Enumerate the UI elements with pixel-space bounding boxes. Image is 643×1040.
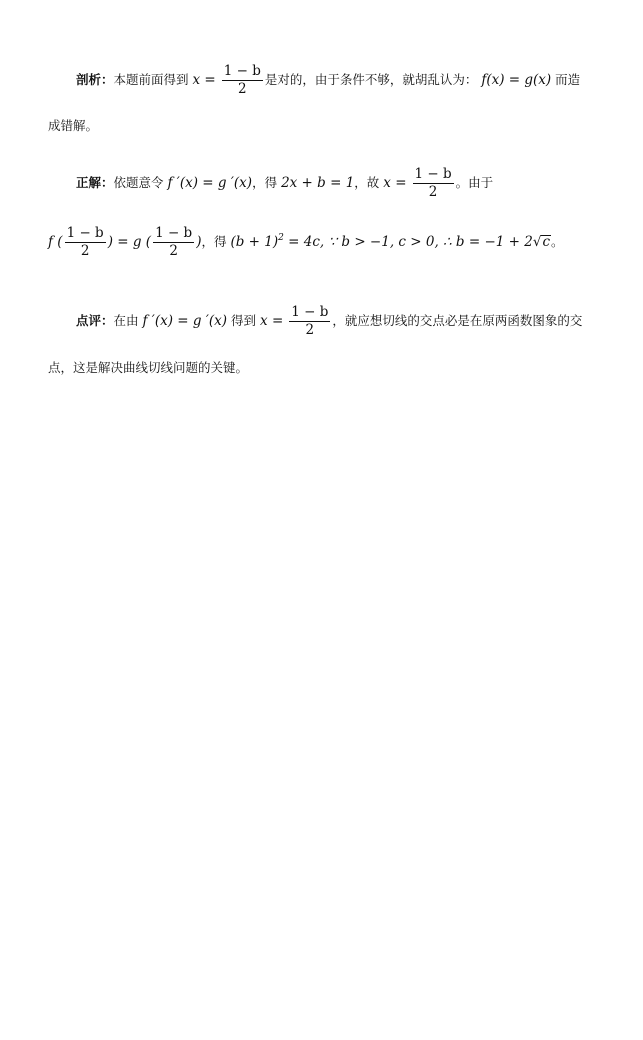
math-sqrt-c: c (542, 234, 550, 250)
analysis-text-3: 而造 (555, 72, 581, 87)
fraction-denominator: 2 (305, 322, 315, 338)
analysis-line-2 (0, 120, 643, 133)
review-line-2-text: 点，这是解决曲线切线问题的关键。 (48, 360, 249, 375)
fraction-numerator: 1 − b (414, 166, 452, 182)
fraction-numerator: 1 − b (66, 225, 104, 241)
math-fraction (222, 63, 263, 98)
analysis-line-1 (0, 63, 643, 98)
math-x-eq: x = (260, 313, 284, 329)
fraction-numerator: 1 − b (291, 304, 329, 320)
math-f-open: f ( (48, 234, 63, 250)
fraction-denominator: 2 (237, 81, 247, 97)
math-close-paren: ) (196, 234, 202, 250)
math-fraction (65, 225, 106, 260)
math-eq-g-open: ) = g ( (107, 234, 152, 250)
math-fraction (413, 166, 454, 201)
analysis-line-2-text: 成错解。 (48, 118, 99, 133)
math-fprime-eq: f ′(x) = g ′(x) (142, 313, 228, 329)
math-exponent: 2 (278, 233, 284, 243)
solution-text-4: 。由于 (455, 175, 494, 190)
math-b-plus-1-squared: $(b + 1)^2 = 4c$, ∵ b > −1, c > 0, ∴ b = −1 + 2√c (230, 233, 550, 250)
fraction-denominator: 2 (80, 243, 90, 259)
review-text-2: 得到 (231, 313, 257, 328)
math-x-eq: x = (192, 72, 216, 88)
review-text-1: 在由 (113, 313, 139, 328)
math-x-eq: x = (383, 175, 407, 191)
fraction-denominator: 2 (428, 184, 438, 200)
review-line-1 (0, 304, 643, 339)
math-fraction (153, 225, 194, 260)
review-line-2 (0, 362, 643, 375)
solution-text-6: 。 (551, 234, 564, 249)
solution-text-3: ，故 (354, 175, 380, 190)
analysis-label: 剖析： (76, 72, 114, 87)
fraction-numerator: 1 − b (155, 225, 193, 241)
review-label: 点评： (76, 313, 114, 328)
analysis-text-2: 是对的，由于条件不够，就胡乱认为： (264, 72, 478, 87)
math-fraction (289, 304, 330, 339)
solution-label: 正解： (76, 175, 114, 190)
review-text-3: ，就应想切线的交点必是在原两函数图象的交 (332, 313, 583, 328)
solution-line-1 (0, 166, 643, 201)
fraction-denominator: 2 (169, 243, 178, 259)
fraction-numerator: 1 − b (223, 63, 261, 79)
analysis-text-1: 本题前面得到 (113, 72, 189, 87)
math-b-plus-1: (b + 1) (230, 234, 279, 250)
solution-text-5: ，得 (201, 234, 227, 249)
math-fprime-eq: f ′(x) = g ′(x) (167, 175, 253, 191)
solution-text-1: 依题意令 (113, 175, 164, 190)
math-f-eq-g: f(x) = g(x) (481, 72, 552, 88)
solution-line-2 (0, 225, 643, 260)
solution-text-2: ，得 (252, 175, 278, 190)
math-rest-equation: = 4c, ∵ b > −1, c > 0, ∴ b = −1 + 2 (283, 234, 533, 250)
math-2x-b: 2x + b = 1 (281, 175, 355, 191)
